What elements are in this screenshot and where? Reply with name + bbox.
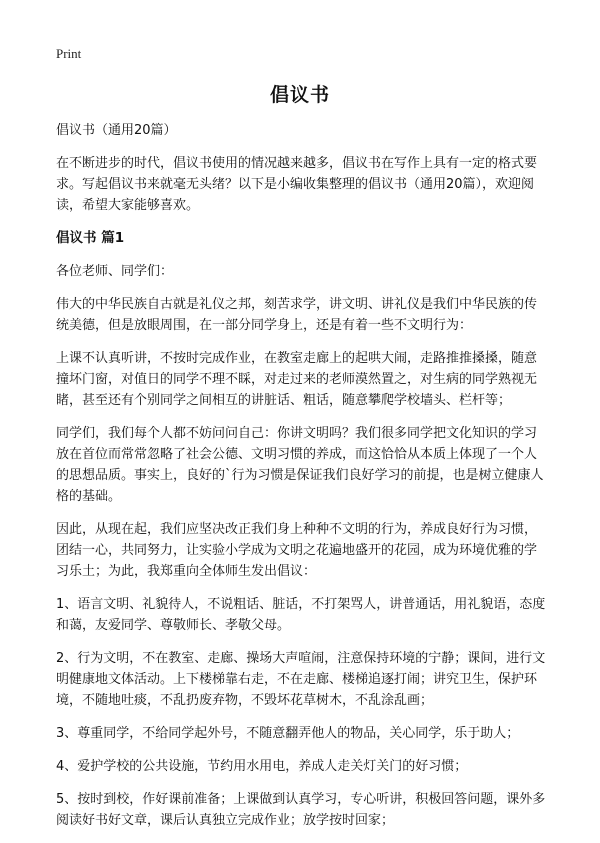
proposal-item: 4、爱护学校的公共设施，节约用水用电，养成人走关灯关门的好习惯； [56, 759, 468, 774]
paragraph: 同学们，我们每个人都不妨问问自己：你讲文明吗？我们很多同学把文化知识的学习放在首位而常常忽略了社会公德、文明习惯的养成，而这恰恰从本质上体现了一个人的思想品质。事实上，良好的`行为习惯是保证我们良好学习的前提，也是树立健康人格的基础。 [56, 426, 544, 504]
proposal-item: 5、按时到校，作好课前准备；上课做到认真学习，专心听讲，积极回答问题，课外多阅读好书好文章，课后认真独立完成作业；放学按时回家； [56, 792, 546, 828]
intro-paragraph: 在不断进步的时代，倡议书使用的情况越来越多，倡议书在写作上具有一定的格式要求。写起倡议书来就毫无头绪？以下是小编收集整理的倡议书（通用20篇），欢迎阅读，希望大家能够喜欢。 [56, 156, 538, 213]
section-heading: 倡议书 篇1 [56, 230, 125, 246]
page-title: 倡议书 [269, 84, 330, 106]
print-link[interactable]: Print [56, 46, 82, 61]
proposal-item: 3、尊重同学，不给同学起外号，不随意翻弄他人的物品，关心同学，乐于助人； [56, 726, 520, 741]
proposal-item: 2、行为文明，不在教室、走廊、操场大声喧闹，注意保持环境的宁静；课间，进行文明健康地文体活动。上下楼梯靠右走，不在走廊、楼梯追逐打闹；讲究卫生，保护环境，不随地吐痰，不乱扔废弃物，不毁坏花草树木，不乱涂乱画； [56, 651, 546, 708]
proposal-item: 1、语言文明、礼貌待人，不说粗话、脏话，不打架骂人，讲普通话，用礼貌语，态度和蔼，友爱同学、尊敬师长、孝敬父母。 [56, 597, 546, 633]
paragraph-salutation: 各位老师、同学们： [56, 264, 174, 279]
paragraph: 伟大的中华民族自古就是礼仪之邦，刻苦求学，讲文明、讲礼仪是我们中华民族的传统美德，但是放眼周围，在一部分同学身上，还是有着一些不文明行为： [56, 297, 538, 333]
paragraph: 因此，从现在起，我们应坚决改正我们身上种种不文明的行为，养成良好行为习惯，团结一心，共同努力，让实验小学成为文明之花遍地盛开的花园，成为环境优雅的学习乐土；为此，我郑重向全体师生发出倡议： [56, 522, 538, 579]
paragraph: 上课不认真听讲，不按时完成作业，在教室走廊上的起哄大闹，走路推推搡搡，随意撞坏门窗，对值日的同学不理不睬，对走过来的老师漠然置之，对生病的同学熟视无睹，甚至还有个别同学之间相互的讲脏话、粗话，随意攀爬学校墙头、栏杆等； [56, 351, 538, 408]
subtitle: 倡议书（通用20篇） [56, 123, 177, 138]
article-body [56, 120, 548, 843]
